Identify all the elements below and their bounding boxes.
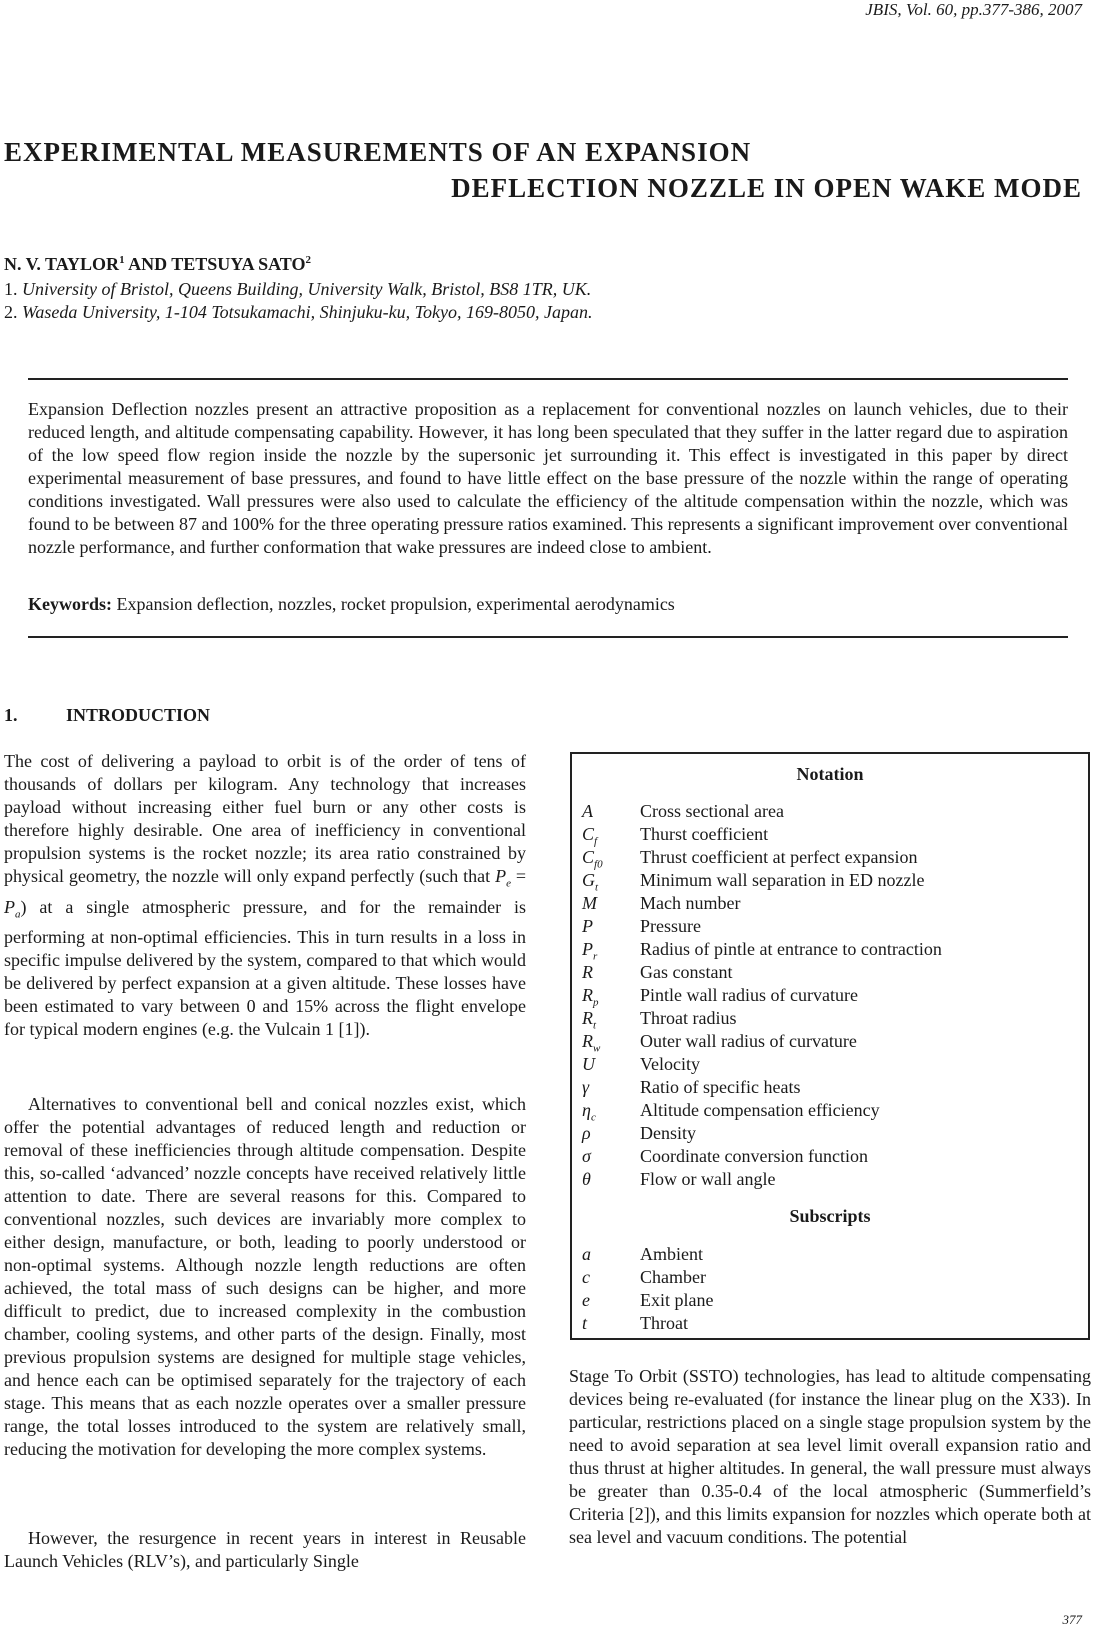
subscript-description: Exit plane bbox=[640, 1290, 714, 1310]
section-number: 1. bbox=[4, 705, 18, 725]
notation-symbol bbox=[582, 985, 599, 1009]
notation-description: Pintle wall radius of curvature bbox=[640, 985, 858, 1005]
notation-symbol-letter: R bbox=[582, 985, 593, 1005]
notation-symbol-subscript: f bbox=[594, 835, 598, 848]
pa-symbol: P bbox=[4, 896, 15, 917]
notation-symbol bbox=[582, 1054, 595, 1075]
pe-symbol: P bbox=[495, 866, 507, 886]
notation-description: Thrust coefficient at perfect expansion bbox=[640, 847, 918, 867]
notation-symbol-subscript: r bbox=[593, 950, 598, 963]
notation-description: Thurst coefficient bbox=[640, 824, 769, 844]
notation-symbol bbox=[582, 1008, 596, 1032]
notation-title: Notation bbox=[796, 764, 864, 784]
equals-sign: = bbox=[510, 866, 526, 886]
subscript-symbol: t bbox=[582, 1313, 588, 1333]
notation-symbol bbox=[582, 1100, 596, 1124]
author-2: AND TETSUYA SATO bbox=[124, 254, 306, 274]
notation-symbol bbox=[582, 847, 603, 871]
notation-symbol-letter: σ bbox=[582, 1146, 591, 1166]
subscript-symbol: e bbox=[582, 1290, 590, 1310]
notation-symbol-letter: ρ bbox=[582, 1123, 591, 1143]
affiliation-1 bbox=[4, 279, 591, 300]
subscript-description: Throat bbox=[640, 1313, 688, 1333]
notation-symbol bbox=[582, 939, 597, 963]
notation-description: Velocity bbox=[640, 1054, 700, 1074]
notation-symbol-subscript: p bbox=[593, 996, 599, 1009]
right-column-text: Stage To Orbit (SSTO) technologies, has lead to altitude compensating devices being re-evaluated (for instance the linear plug on the X33). In particular, restrictions placed on a single stage propulsion system by the need to avoid separation at sea level limit overall expansion ratio and thus thrust at higher altitudes. In general, the wall pressure must always be greater than 0.35-0.4 of the local atmospheric (Summerfield’s Criteria [2]), and this limits expansion for nozzles which operate both at sea level and vacuum conditions. The potential bbox=[569, 1366, 1091, 1547]
notation-symbol-letter: G bbox=[582, 870, 595, 890]
notation-description: Density bbox=[640, 1123, 696, 1143]
notation-symbol-letter: R bbox=[582, 1031, 593, 1051]
notation-description: Gas constant bbox=[640, 962, 733, 982]
intro-p1-text-b: ) at a single atmospheric pressure, and for the remainder is performing at non-optimal efficiencies. This in turn results in a loss in specific impulse delivered by the system, compared to that which would be delivered by perfect expansion at a given altitude. These losses have been estimated to vary between 0 and 15% across the flight envelope for typical modern engines (e.g. the Vulcain 1 [1]). bbox=[4, 896, 526, 1040]
right-column-paragraph bbox=[569, 1365, 1091, 1549]
section-heading bbox=[4, 705, 210, 726]
notation-symbol bbox=[582, 1146, 591, 1167]
notation-symbol-letter: η bbox=[582, 1100, 591, 1120]
notation-symbol-letter: γ bbox=[582, 1077, 590, 1097]
intro-p2-text: Alternatives to conventional bell and conical nozzles exist, which offer the potential advantages of reduced length and reduction or removal of these inefficiencies through altitude compensation. Despite this, so-called ‘advanced’ nozzle concepts have received relatively little attention to date. There are several reasons for this. Compared to conventional nozzles, such devices are invariably more complex to either design, manufacture, or both, leading to poorly understood or non-optimal systems. Although nozzle length reductions are often achieved, the total mass of such designs can be higher, and more difficult to predict, due to increased complexity in the combustion chamber, cooling systems, and other parts of the design. Finally, most previous propulsion systems are designed for multiple stage vehicles, and hence each can be optimised separately for the trajectory of each stage. This means that as each nozzle operates over a smaller pressure range, the total losses introduced to the system are relatively small, reducing the motivation for developing the more complex systems. bbox=[4, 1094, 526, 1459]
keywords-label: Keywords: bbox=[28, 594, 112, 614]
notation-description: Altitude compensation efficiency bbox=[640, 1100, 880, 1120]
affiliation-1-text: University of Bristol, Queens Building, University Walk, Bristol, BS8 1TR, UK. bbox=[22, 279, 592, 299]
notation-symbol-letter: M bbox=[582, 893, 597, 913]
notation-symbol-letter: R bbox=[582, 1008, 593, 1028]
section-title: INTRODUCTION bbox=[66, 705, 211, 725]
notation-symbol bbox=[582, 893, 597, 914]
notation-symbol-subscript: t bbox=[595, 881, 599, 894]
notation-description: Flow or wall angle bbox=[640, 1169, 776, 1189]
affiliation-2 bbox=[4, 302, 592, 323]
intro-p3-text: However, the resurgence in recent years in interest in Reusable Launch Vehicles (RLV’s), and particularly Single bbox=[4, 1528, 526, 1571]
notation-description: Minimum wall separation in ED nozzle bbox=[640, 870, 925, 890]
notation-symbol-letter: P bbox=[582, 916, 593, 936]
abstract-bottom-rule bbox=[28, 636, 1068, 638]
intro-paragraph-3 bbox=[4, 1527, 526, 1573]
author-1-affil-mark: 1 bbox=[119, 254, 125, 266]
keywords-text: Expansion deflection, nozzles, rocket propulsion, experimental aerodynamics bbox=[112, 594, 675, 614]
notation-description: Mach number bbox=[640, 893, 741, 913]
notation-symbol-letter: A bbox=[582, 801, 593, 821]
intro-paragraph-2 bbox=[4, 1093, 526, 1461]
intro-paragraph-1 bbox=[4, 750, 526, 1041]
notation-symbol bbox=[582, 1123, 591, 1144]
notation-symbol bbox=[582, 801, 593, 822]
notation-symbol bbox=[582, 1031, 600, 1055]
notation-symbol bbox=[582, 1077, 589, 1098]
notation-description: Throat radius bbox=[640, 1008, 737, 1028]
notation-symbol bbox=[582, 962, 593, 983]
notation-symbol-subscript: c bbox=[590, 1111, 596, 1124]
notation-symbol bbox=[582, 916, 593, 937]
notation-description: Coordinate conversion function bbox=[640, 1146, 868, 1166]
pe-subscript: e bbox=[506, 877, 511, 890]
notation-symbol-letter: θ bbox=[582, 1169, 591, 1189]
subscripts-title: Subscripts bbox=[789, 1206, 871, 1226]
notation-box bbox=[570, 752, 1090, 1340]
author-1: N. V. TAYLOR bbox=[4, 254, 120, 274]
running-head: JBIS, Vol. 60, pp.377-386, 2007 bbox=[865, 0, 1082, 19]
subscript-description: Ambient bbox=[640, 1244, 703, 1264]
subscript-symbol: c bbox=[582, 1267, 590, 1287]
intro-p1-text-a: The cost of delivering a payload to orbit is of the order of tens of thousands of dollars per kilogram. Any technology that increases payload without increasing either fuel burn or any other costs is therefore highly desirable. One area of inefficiency in conventional propulsion systems is the rocket nozzle; its area ratio constrained by physical geometry, the nozzle will only expand perfectly (such that bbox=[4, 751, 526, 886]
notation-symbol-letter: P bbox=[582, 939, 593, 959]
notation-symbol-letter: R bbox=[582, 962, 593, 982]
notation-symbol bbox=[582, 824, 597, 848]
affiliation-2-number: 2. bbox=[4, 302, 22, 322]
notation-description: Pressure bbox=[640, 916, 701, 936]
notation-symbol bbox=[582, 870, 598, 894]
notation-symbol-letter: C bbox=[582, 824, 595, 844]
notation-symbol-subscript: w bbox=[593, 1042, 601, 1055]
notation-description: Cross sectional area bbox=[640, 801, 784, 821]
notation-symbol-subscript: t bbox=[593, 1019, 597, 1032]
paper-title-line-1: EXPERIMENTAL MEASUREMENTS OF AN EXPANSION bbox=[4, 137, 752, 167]
subscript-description: Chamber bbox=[640, 1267, 706, 1287]
paper-title-line-2: DEFLECTION NOZZLE IN OPEN WAKE MODE bbox=[451, 173, 1082, 203]
notation-description: Radius of pintle at entrance to contraction bbox=[640, 939, 942, 959]
affiliation-1-number: 1. bbox=[4, 279, 22, 299]
abstract: Expansion Deflection nozzles present an attractive proposition as a replacement for conventional nozzles on launch vehicles, due to their reduced length, and altitude compensating capability. However, it has long been speculated that they suffer in the latter regard due to aspiration of the low speed flow region inside the nozzle by the supersonic jet surrounding it. This effect is investigated in this paper by direct experimental measurement of base pressures, and found to have little effect on the base pressure of the nozzle within the range of operating conditions investigated. Wall pressures were also used to calculate the efficiency of the altitude compensation within the nozzle, which was found to be between 87 and 100% for the three operating pressure ratios examined. This represents a significant improvement over conventional nozzle performance, and further conformation that wake pressures are indeed close to ambient. bbox=[28, 399, 1068, 557]
notation-description: Outer wall radius of curvature bbox=[640, 1031, 857, 1051]
keywords bbox=[28, 594, 1068, 615]
notation-symbol-subscript: f0 bbox=[594, 858, 603, 871]
notation-symbol-letter: U bbox=[582, 1054, 595, 1074]
pa-subscript: a bbox=[15, 908, 21, 921]
notation-description: Ratio of specific heats bbox=[640, 1077, 801, 1097]
author-2-affil-mark: 2 bbox=[305, 254, 311, 266]
affiliation-2-text: Waseda University, 1-104 Totsukamachi, Shinjuku-ku, Tokyo, 169-8050, Japan. bbox=[22, 302, 593, 322]
subscript-symbol: a bbox=[582, 1244, 591, 1264]
page-number: 377 bbox=[1062, 1612, 1082, 1627]
notation-symbol bbox=[582, 1169, 591, 1190]
authors bbox=[4, 254, 311, 275]
abstract-top-rule bbox=[28, 378, 1068, 380]
notation-symbol-letter: C bbox=[582, 847, 595, 867]
